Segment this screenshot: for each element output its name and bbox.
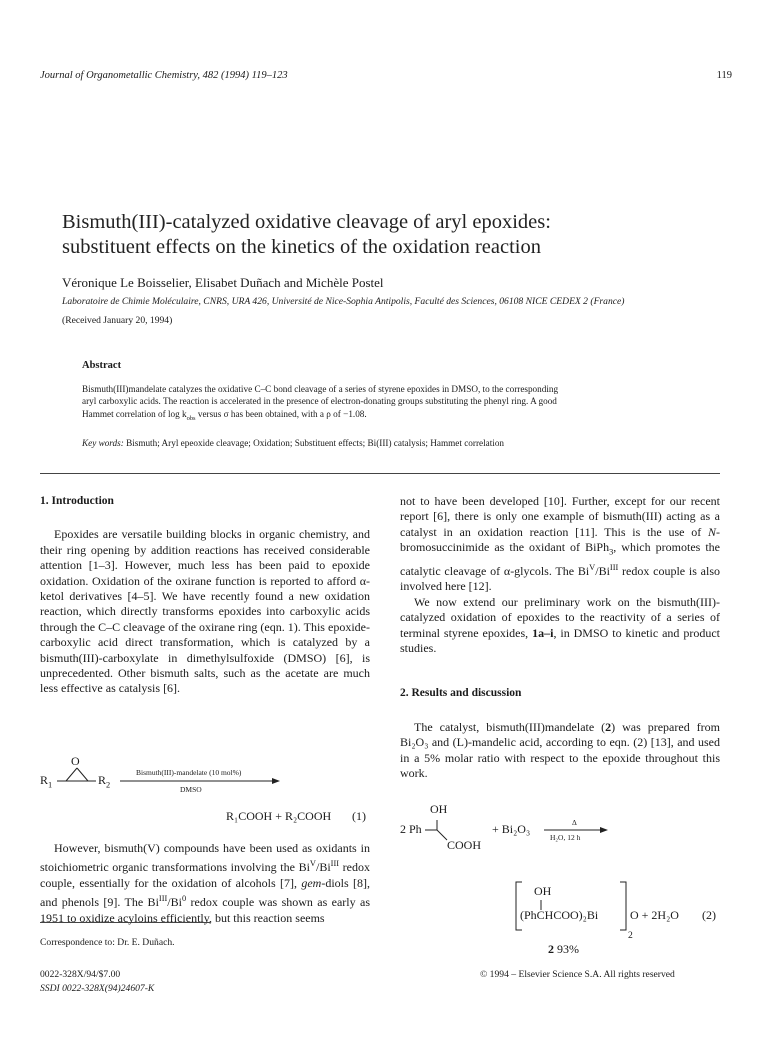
superscript: III xyxy=(330,859,340,869)
text-run: -bromosuccinimide as the oxidant of BiPh xyxy=(400,524,720,555)
text-run: not to have been developed [10]. Further, except for our recent report [6], there is only one example of bismuth(III) acting as a catalyst in an oxidation reaction [11]. This is the use of xyxy=(400,494,720,539)
journal-code: 0022-328X/94/$7.00 xyxy=(40,969,121,980)
abstract-text: Hammet correlation of log k xyxy=(82,408,187,419)
ssdi-code: SSDI 0022-328X(94)24607-K xyxy=(40,983,155,994)
subscript: 3 xyxy=(609,547,614,557)
eq2-bracket-subscript: 2 xyxy=(628,930,633,941)
text-run: , in DMSO to kinetic and product studies. xyxy=(400,625,721,656)
eq2-heat: Δ xyxy=(572,818,577,827)
superscript: III xyxy=(158,894,168,904)
copyright: © 1994 – Elsevier Science S.A. All rights reserved xyxy=(480,969,675,980)
section-heading-introduction: 1. Introduction xyxy=(40,495,114,507)
abstract-subscript: obs xyxy=(186,414,196,422)
equation-2 xyxy=(400,800,730,960)
received-date: (Received January 20, 1994) xyxy=(62,315,173,326)
eq1-solvent: DMSO xyxy=(180,785,202,794)
text-run: , which promotes the catalytic cleavage of α-glycols. The Bi xyxy=(400,540,720,579)
text-run: /Bi xyxy=(315,860,331,875)
title-line-2: substituent effects on the kinetics of the oxidation reaction xyxy=(62,236,541,258)
intro-paragraph-2 xyxy=(40,841,370,926)
text-run: The catalyst, bismuth(III)mandelate ( xyxy=(414,719,606,734)
authors: Véronique Le Boisselier, Elisabet Duñach and Michèle Postel xyxy=(62,275,384,290)
abstract-text: versus σ has been obtained, with a ρ of −1.08. xyxy=(195,408,367,419)
left-column xyxy=(40,494,370,697)
keywords-label: Key words: xyxy=(82,437,124,448)
eq2-byproducts: O + 2H₂O xyxy=(630,908,679,922)
text-run: /Bi xyxy=(595,564,610,579)
superscript: III xyxy=(609,563,619,573)
eq1-products: R₁COOH + R₂COOH xyxy=(226,809,332,823)
eq2-product-hydroxyl: OH xyxy=(534,884,552,898)
italic-text: N xyxy=(707,524,716,539)
abstract-heading: Abstract xyxy=(82,360,122,371)
eq1-r2-label: R xyxy=(98,773,107,787)
bold-text: 2 xyxy=(605,719,612,734)
superscript: 0 xyxy=(181,894,187,904)
left-column-continued xyxy=(40,841,370,926)
footnote-divider xyxy=(40,922,210,923)
equation-1 xyxy=(40,755,370,835)
abstract-line-1: Bismuth(III)mandelate catalyzes the oxidative C–C bond cleavage of a series of styrene epoxides in DMSO, to the corresponding xyxy=(82,383,559,394)
epoxide-oxygen: O xyxy=(71,754,80,768)
abstract-line-3 xyxy=(82,408,722,425)
right-column xyxy=(400,494,720,781)
eq2-phenyl: 2 Ph xyxy=(400,822,422,836)
eq1-number: (1) xyxy=(352,809,366,823)
article-title xyxy=(62,210,742,260)
text-run: However, bismuth(V) compounds have been used as oxidants in stoichiometric organic transformations involving the Bi xyxy=(40,841,370,875)
italic-text: gem xyxy=(301,875,322,890)
text-run: /Bi xyxy=(167,895,182,910)
mandelate-scheme-lines xyxy=(400,800,730,960)
superscript: V xyxy=(589,563,596,573)
keywords-text: Bismuth; Aryl epeoxide cleavage; Oxidation; Substituent effects; Bi(III) catalysis; Hammet correlation xyxy=(123,437,505,448)
superscript: V xyxy=(309,859,316,869)
journal-citation: Journal of Organometallic Chemistry, 482 (1994) 119–123 xyxy=(40,70,288,81)
intro-paragraph-3 xyxy=(400,494,720,595)
eq2-yield xyxy=(548,942,579,957)
abstract-divider xyxy=(40,473,720,474)
eq2-hydroxyl: OH xyxy=(430,802,448,816)
eq1-r1-sub: 1 xyxy=(48,780,53,790)
title-line-1: Bismuth(III)-catalyzed oxidative cleavage of aryl epoxides: xyxy=(62,211,551,233)
eq1-r1 xyxy=(40,773,52,789)
yield-value: 93% xyxy=(554,942,579,956)
abstract xyxy=(82,360,722,449)
eq1-conditions: Bismuth(III)-mandelate (10 mol%) xyxy=(136,768,242,777)
section-heading-results: 2. Results and discussion xyxy=(400,687,522,700)
intro-paragraph-4 xyxy=(400,595,720,657)
keywords xyxy=(82,437,722,450)
eq1-r2-sub: 2 xyxy=(106,780,111,790)
text-run: redox couple was shown as early as 1951 to oxidize acyloins efficiently, but this reaction seems xyxy=(40,895,370,925)
eq2-bismuth-oxide: + Bi₂O₃ xyxy=(492,822,531,836)
affiliation: Laboratoire de Chimie Moléculaire, CNRS, URA 426, Université de Nice-Sophia Antipolis, Faculté des Sciences, 06108 NICE CEDEX 2 (France) xyxy=(62,296,625,307)
text-run: -diols [8], and phenols [9]. The Bi xyxy=(40,875,370,910)
compound-number: 2 xyxy=(548,942,554,956)
bold-text: 1a–i xyxy=(532,625,554,640)
eq2-number: (2) xyxy=(702,908,716,922)
page-number: 119 xyxy=(716,70,732,81)
eq1-r1-label: R xyxy=(40,773,49,787)
correspondence: Correspondence to: Dr. E. Duñach. xyxy=(40,937,175,948)
intro-paragraph-1: Epoxides are versatile building blocks in organic chemistry, and their ring opening by addition reactions has received considerable attention [1–3]. However, much less has been paid to epoxide oxidation. Oxidation of the oxirane function is reported to afford α-ketol derivatives [4–5]. We have recently found a new oxidation reaction, which directly transforms epoxides into carboxylic acids through the C–C cleavage of the oxirane ring (eqn. 1). This epoxide-carboxylic acid direct transformation, which is catalyzed by a bismuth(III)-carboxylate in dimethylsulfoxide (DMSO) [6], is unprecedented. Other bismuth salts, such as the acetate are much less effective as catalysis [6]. xyxy=(40,527,370,696)
text-run: redox couple, essentially for the oxidation of alcohols [7], xyxy=(40,860,370,890)
text-run: We now extend our preliminary work on the bismuth(III)-catalyzed oxidation of epoxides to the reactivity of a series of terminal styrene epoxides, xyxy=(400,594,720,640)
results-paragraph-1 xyxy=(400,720,720,782)
eq1-r2 xyxy=(98,773,110,789)
eq2-conditions: H₂O, 12 h xyxy=(550,833,581,842)
text-run: ) was prepared from Bi₂O₃ and (L)-mandelic acid, according to eqn. (2) [13], and used in a 5% molar ratio with respect to the epoxide throughout this work. xyxy=(400,719,720,781)
eq2-product: (PhCHCOO)₂Bi xyxy=(520,908,599,922)
eq2-carboxyl: COOH xyxy=(447,838,482,852)
text-run: redox couple is also involved here [12]. xyxy=(400,564,720,594)
abstract-line-2: aryl carboxylic acids. The reaction is accelerated in the presence of electron-donating groups substituting the phenyl ring. A good xyxy=(82,396,557,406)
